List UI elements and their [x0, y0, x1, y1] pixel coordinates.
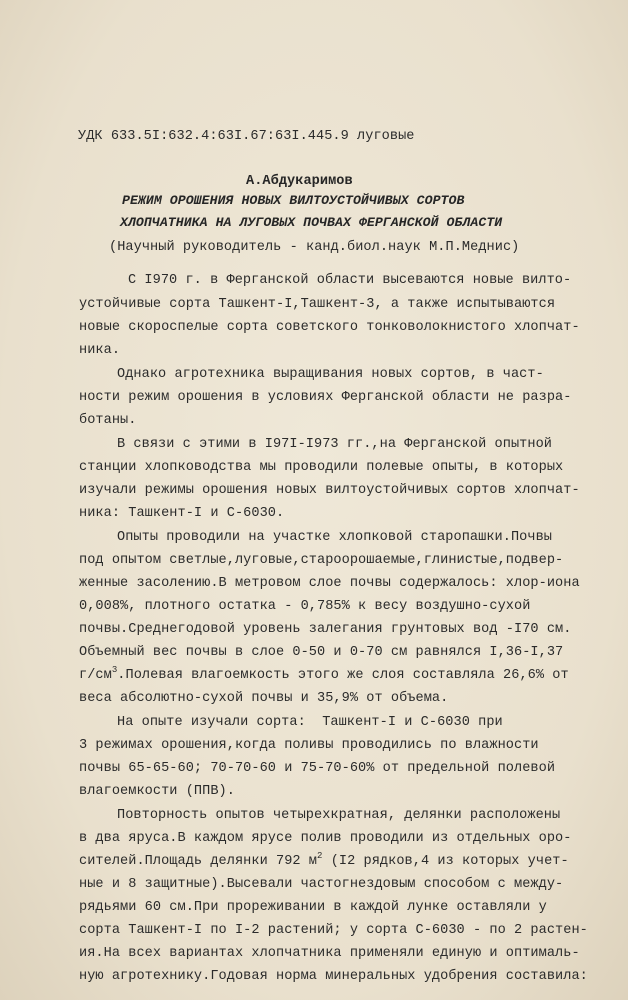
body-line: С I970 г. в Ферганской области высеваются новые вилто- — [128, 273, 572, 288]
body-line: ника. — [79, 343, 121, 358]
body-line: Объемный вес почвы в слое 0-50 и 0-70 см равнялся I,36-I,37 — [79, 645, 564, 660]
body-line: женные засолению.В метровом слое почвы содержалось: хлор-иона — [79, 576, 580, 591]
body-line: влагоемкости (ППВ). — [79, 784, 235, 799]
body-line: ную агротехнику.Годовая норма минеральных удобрения составила: — [79, 969, 588, 984]
body-line: под опытом светлые,луговые,староорошаемые,глинистые,подвер- — [79, 553, 564, 568]
body-text: (I2 рядков,4 из которых учет- — [322, 854, 569, 869]
body-line: веса абсолютно-сухой почвы и 35,9% от объема. — [79, 691, 449, 706]
body-line: 3 режимах орошения,когда поливы проводились по влажности — [79, 738, 539, 753]
author-name: А.Абдукаримов — [246, 174, 353, 189]
body-line: ные и 8 защитные).Высевали частогнездовым способом с между- — [79, 877, 564, 892]
unit-text: г/см — [79, 668, 112, 683]
body-line: 0,008%, плотного остатка - 0,785% к весу воздушно-сухой — [79, 599, 531, 614]
body-line: На опыте изучали сорта: Ташкент-I и С-6030 при — [117, 715, 503, 730]
body-line: в два яруса.В каждом ярусе полив проводили из отдельных оро- — [79, 831, 572, 846]
body-line: Однако агротехника выращивания новых сортов, в част- — [117, 367, 544, 382]
superscript-square: 2 — [317, 851, 323, 861]
supervisor-line: (Научный руководитель - канд.биол.наук М.П.Меднис) — [109, 240, 520, 255]
body-text: сителей.Площадь делянки 792 м — [79, 854, 318, 869]
body-line: Повторность опытов четырехкратная, делянки расположены — [117, 808, 561, 823]
body-line: почвы 65-65-60; 70-70-60 и 75-70-60% от предельной полевой — [79, 761, 556, 776]
body-text: .Полевая влагоемкость этого же слоя составляла 26,6% от — [117, 668, 569, 683]
body-line: изучали режимы орошения новых вилтоустойчивых сортов хлопчат- — [79, 483, 580, 498]
superscript-cube: 3 — [111, 665, 118, 675]
body-line: В связи с этими в I97I-I973 гг.,на Ферганской опытной — [117, 437, 553, 452]
body-line: ботаны. — [79, 413, 137, 428]
body-line: устойчивые сорта Ташкент-I,Ташкент-3, а также испытываются — [79, 297, 556, 312]
article-title-line-1: РЕЖИМ ОРОШЕНИЯ НОВЫХ ВИЛТОУСТОЙЧИВЫХ СОРТОВ — [122, 193, 465, 208]
body-line: новые скороспелые сорта советского тонковолокнистого хлопчат- — [79, 320, 580, 335]
article-title-line-2: ХЛОПЧАТНИКА НА ЛУГОВЫХ ПОЧВАХ ФЕРГАНСКОЙ ОБЛАСТИ — [120, 215, 503, 230]
body-line — [79, 665, 569, 684]
body-line: ности режим орошения в условиях Ферганской области не разра- — [79, 390, 572, 405]
body-line: почвы.Среднегодовой уровень залегания грунтовых вод -I70 см. — [79, 622, 572, 637]
body-line: ника: Ташкент-I и С-6030. — [79, 506, 285, 521]
body-line — [79, 851, 569, 870]
udk-line: УДК 633.5I:632.4:63I.67:63I.445.9 луговые — [78, 129, 415, 144]
body-line: ия.На всех вариантах хлопчатника применяли единую и оптималь- — [79, 946, 580, 961]
body-line: сорта Ташкент-I по I-2 растений; у сорта С-6030 - по 2 растен- — [79, 923, 588, 938]
body-line: рядьями 60 см.При прореживании в каждой лунке оставляли у — [79, 900, 547, 915]
body-line: Опыты проводили на участке хлопковой старопашки.Почвы — [117, 530, 553, 545]
body-line: станции хлопководства мы проводили полевые опыты, в которых — [79, 460, 564, 475]
